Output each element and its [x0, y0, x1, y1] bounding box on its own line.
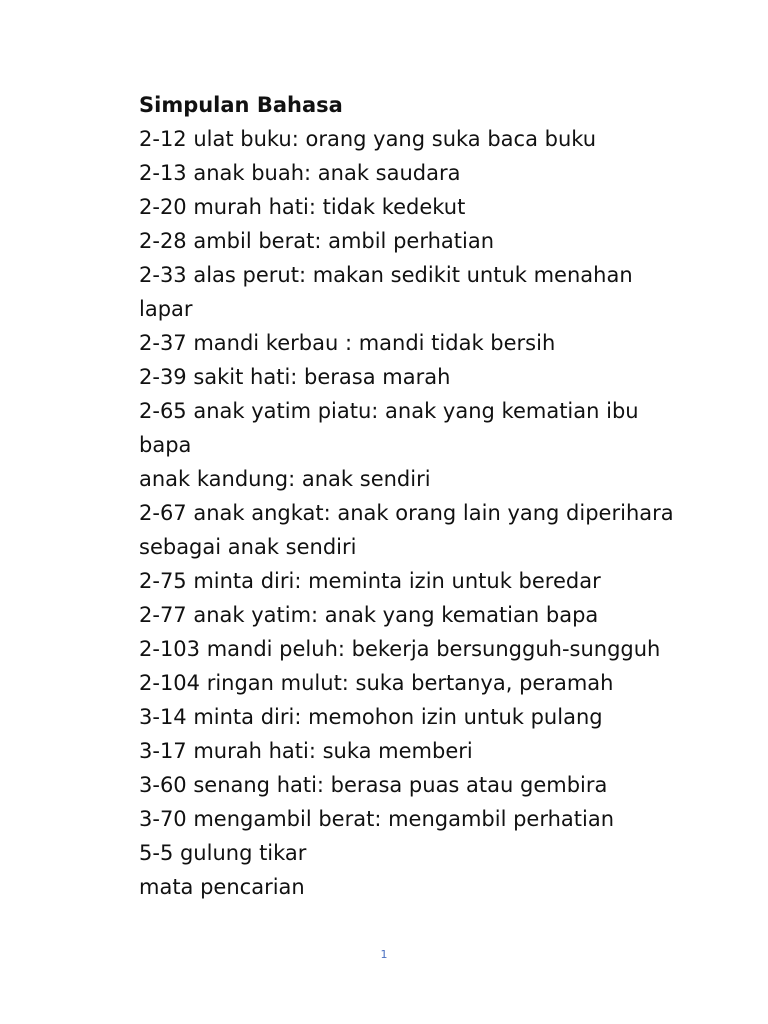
text-line: 3-14 minta diri: memohon izin untuk pulang — [139, 705, 603, 729]
text-line: 2-75 minta diri: meminta izin untuk beredar — [139, 569, 601, 593]
text-line: 3-60 senang hati: berasa puas atau gembira — [139, 773, 608, 797]
text-line: 2-103 mandi peluh: bekerja bersungguh-sungguh — [139, 637, 661, 661]
text-line: 3-70 mengambil berat: mengambil perhatian — [139, 807, 615, 831]
text-line: anak kandung: anak sendiri — [139, 467, 431, 491]
text-line: 2-67 anak angkat: anak orang lain yang diperihara — [139, 501, 674, 525]
document-body — [139, 88, 739, 904]
text-line: 2-77 anak yatim: anak yang kematian bapa — [139, 603, 599, 627]
text-line: mata pencarian — [139, 875, 305, 899]
text-line: bapa — [139, 433, 192, 457]
text-line: 2-28 ambil berat: ambil perhatian — [139, 229, 495, 253]
idiom-list — [139, 122, 739, 904]
text-line: sebagai anak sendiri — [139, 535, 357, 559]
text-line: 5-5 gulung tikar — [139, 841, 307, 865]
text-line: 2-33 alas perut: makan sedikit untuk menahan — [139, 263, 633, 287]
text-line: 2-37 mandi kerbau : mandi tidak bersih — [139, 331, 556, 355]
text-line: 2-65 anak yatim piatu: anak yang kematian ibu — [139, 399, 639, 423]
text-line: lapar — [139, 297, 193, 321]
text-line: 3-17 murah hati: suka memberi — [139, 739, 473, 763]
document-title: Simpulan Bahasa — [139, 93, 343, 117]
text-line: 2-13 anak buah: anak saudara — [139, 161, 461, 185]
text-line: 2-12 ulat buku: orang yang suka baca buku — [139, 127, 597, 151]
text-line: 2-20 murah hati: tidak kedekut — [139, 195, 466, 219]
page-number: 1 — [380, 948, 388, 961]
text-line: 2-104 ringan mulut: suka bertanya, peramah — [139, 671, 614, 695]
text-line: 2-39 sakit hati: berasa marah — [139, 365, 451, 389]
